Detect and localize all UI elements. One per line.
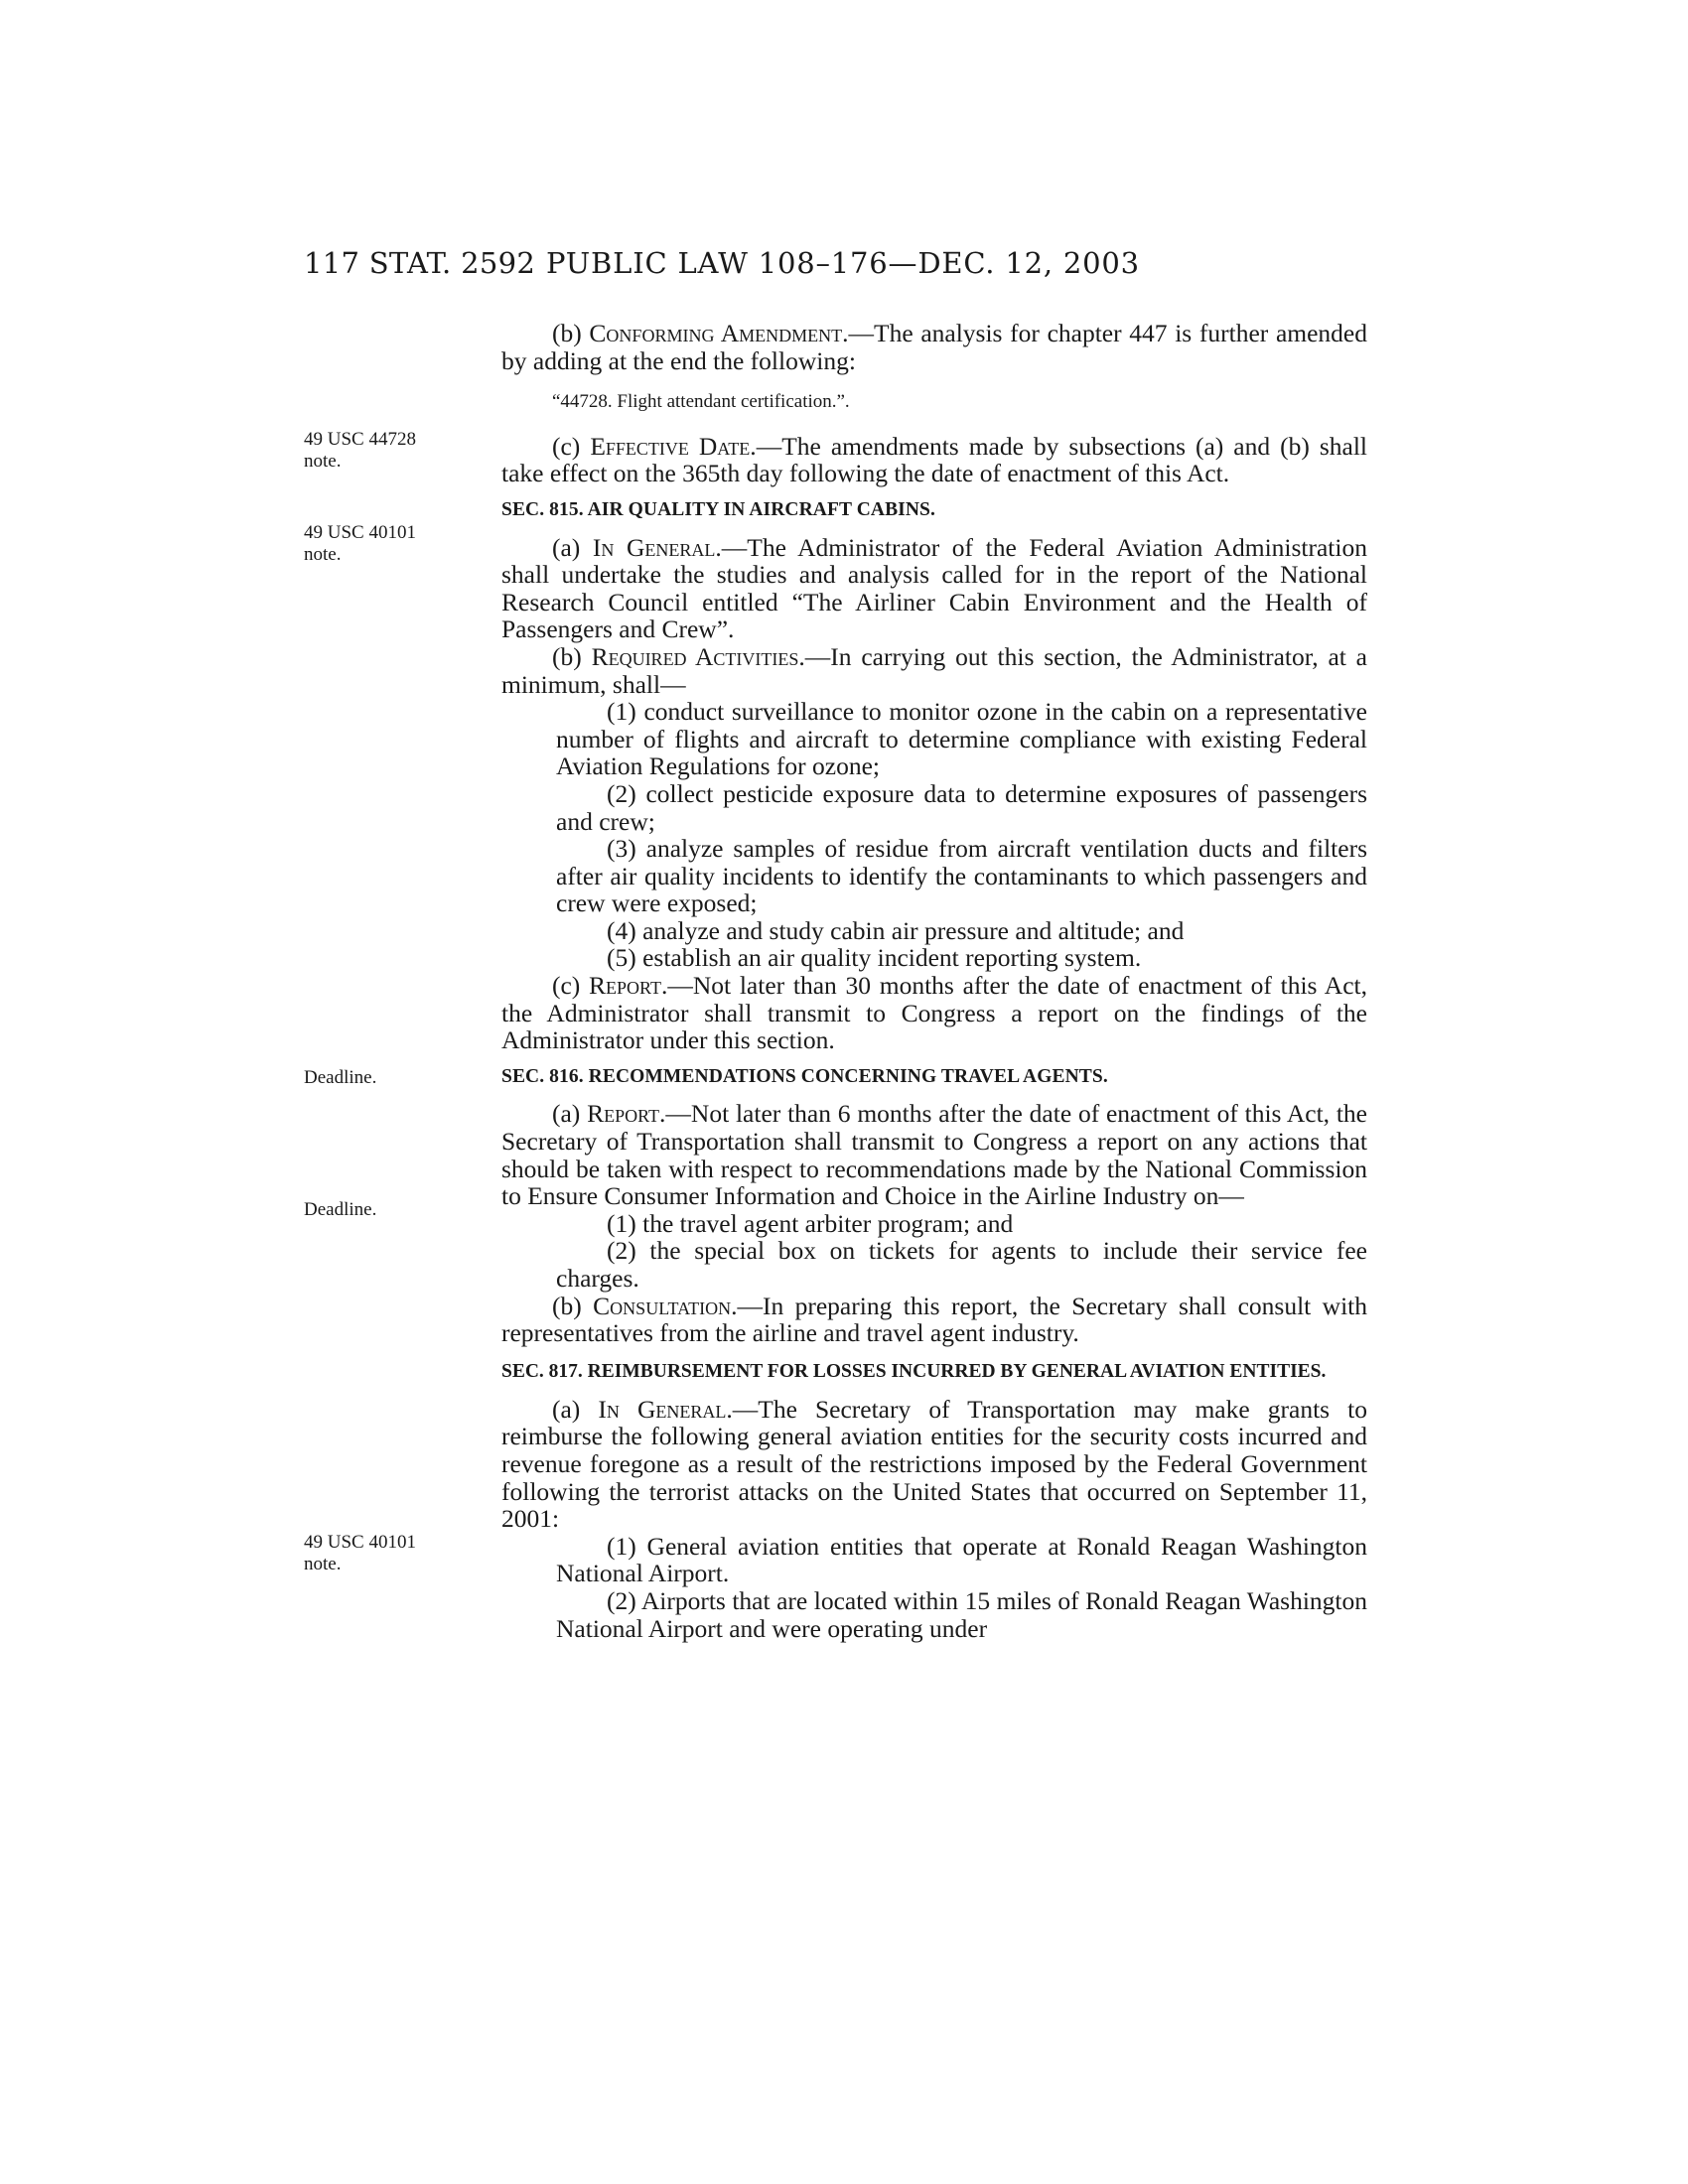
margin-note-40101-a: 49 USC 40101 note. (304, 522, 416, 565)
paragraph-effective-date: (c) Effective Date.—The amendments made by subsections (a) and (b) shall take effect on the 365th day following the date of enactment of this Act. (501, 431, 1368, 488)
s817-a-item-2: (2) Airports that are located within 15 miles of Ronald Reagan Washington National Airport and were operating under (556, 1585, 1367, 1643)
s816-a-item-2: (2) the special box on tickets for agents to include their service fee charges. (556, 1236, 1367, 1293)
margin-deadline-2: Deadline. (304, 1199, 377, 1220)
s815-c: (c) Report.—Not later than 30 months after the date of enactment of this Act, the Administrator shall transmit to Congress a report on the findings of the Administrator under this section. (501, 971, 1367, 1055)
section-817-heading: SEC. 817. REIMBURSEMENT FOR LOSSES INCURRED BY GENERAL AVIATION ENTITIES. (501, 1360, 1327, 1382)
s817-a: (a) In General.—The Secretary of Transportation may make grants to reimburse the following general aviation entities for the security costs incurred and revenue foregone as a result of the restrictions imposed by the Federal Government following the terrorist attacks on the United States that occurred on September 11, 2001: (501, 1394, 1367, 1534)
s816-a: (a) Report.—Not later than 6 months after the date of enactment of this Act, the Secretary of Transportation shall transmit to Congress a report on any actions that should be taken with respect to recommendations made by the National Commission to Ensure Consumer Information and Choice in the Airline Industry on— (501, 1099, 1367, 1211)
paragraph-conforming-amendment: (b) Conforming Amendment.—The analysis for chapter 447 is further amended by adding at the end the following: (501, 319, 1367, 375)
section-815-heading: SEC. 815. AIR QUALITY IN AIRCRAFT CABINS. (501, 498, 935, 520)
margin-deadline-1: Deadline. (304, 1067, 377, 1088)
margin-note-40101-b: 49 USC 40101 note. (304, 1532, 416, 1574)
s815-a: (a) In General.—The Administrator of the Federal Aviation Administration shall undertake the studies and analysis called for in the report of the National Research Council entitled “The Airliner Cabin Environment and the Health of Passengers and Crew”. (501, 532, 1367, 644)
page-reference: 117 STAT. 2592 (304, 246, 536, 280)
s815-b-item-1: (1) conduct surveillance to monitor ozone in the cabin on a representative number of flights and aircraft to determine compliance with existing Federal Aviation Regulations for ozone; (556, 697, 1367, 781)
section-816-heading: SEC. 816. RECOMMENDATIONS CONCERNING TRAVEL AGENTS. (501, 1065, 1108, 1087)
s815-b-item-2: (2) collect pesticide exposure data to determine exposures of passengers and crew; (556, 778, 1367, 836)
margin-note-44728: 49 USC 44728 note. (304, 429, 416, 472)
s815-b: (b) Required Activities.—In carrying out this section, the Administrator, at a minimum, shall— (501, 641, 1367, 699)
s817-a-item-1: (1) General aviation entities that operate at Ronald Reagan Washington National Airport. (556, 1531, 1367, 1588)
s816-b: (b) Consultation.—In preparing this report, the Secretary shall consult with representatives from the airline and travel agent industry. (501, 1291, 1368, 1348)
s815-b-item-5: (5) establish an air quality incident reporting system. (607, 943, 1142, 973)
body-text (501, 320, 1367, 1642)
s816-a-item-1: (1) the travel agent arbiter program; and (607, 1208, 1014, 1238)
quoted-entry: “44728. Flight attendant certification.”. (552, 391, 850, 413)
s815-b-item-4: (4) analyze and study cabin air pressure and altitude; and (607, 915, 1185, 945)
page-title: PUBLIC LAW 108–176—DEC. 12, 2003 (546, 246, 1140, 280)
s815-b-item-3: (3) analyze samples of residue from aircraft ventilation ducts and filters after air quality incidents to identify the contaminants to which passengers and crew were exposed; (556, 834, 1367, 918)
